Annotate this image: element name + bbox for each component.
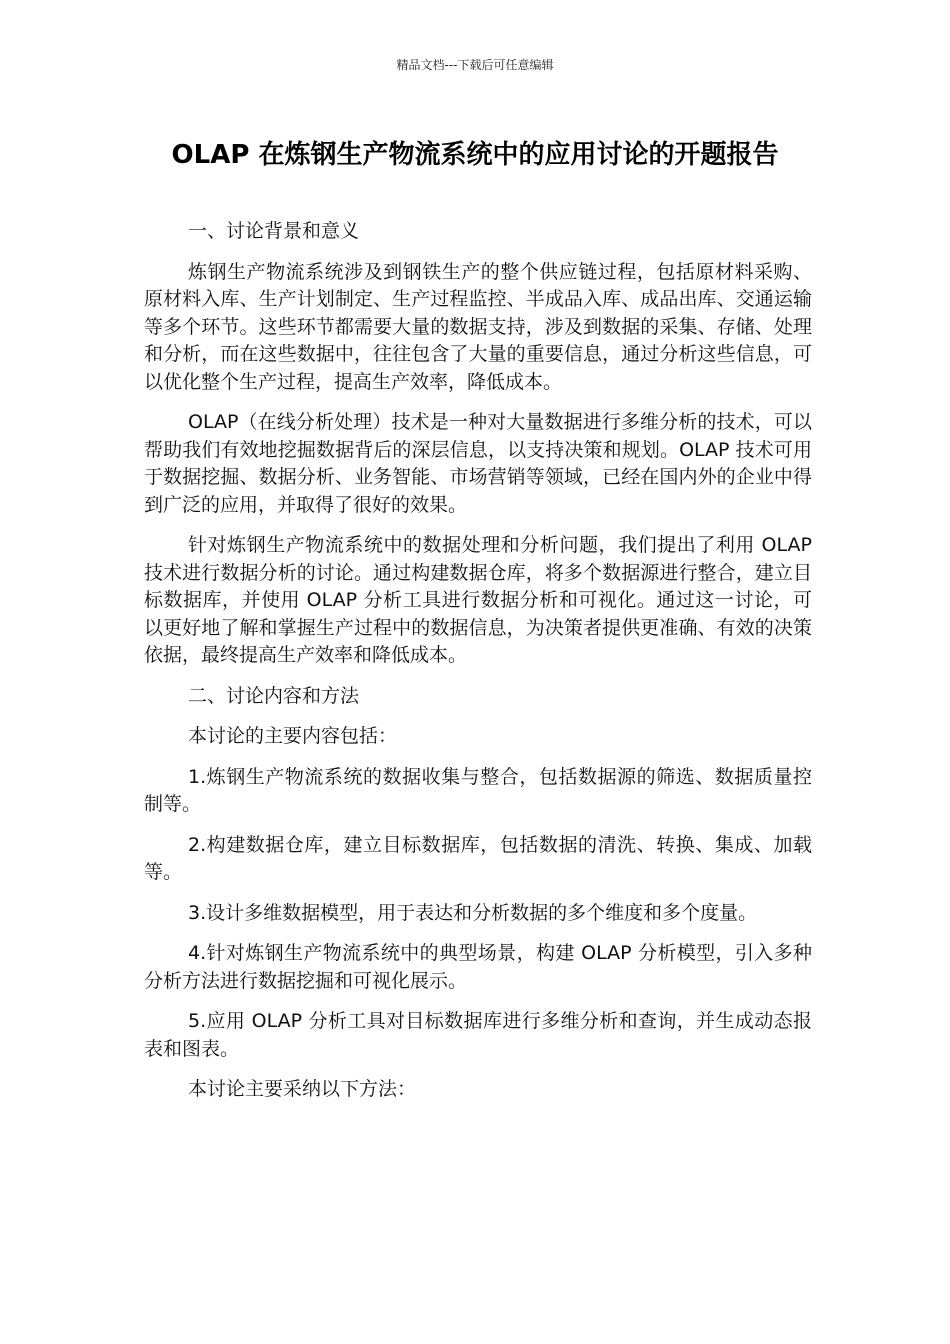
paragraph-olap-intro: OLAP（在线分析处理）技术是一种对大量数据进行多维分析的技术，可以帮助我们有效地挖掘数据背后的深层信息，以支持决策和规划。OLAP 技术可用于数据挖掘、数据分析、业务智能、市场营销等领域，已经在国内外的企业中得到广泛的应用，并取得了很好的效果。 [144, 411, 812, 516]
paragraph-proposal: 针对炼钢生产物流系统中的数据处理和分析问题，我们提出了利用 OLAP 技术进行数据分析的讨论。通过构建数据仓库，将多个数据源进行整合，建立目标数据库，并使用 OLAP 分析工具进行数据分析和可视化。通过这一讨论，可以更好地了解和掌握生产过程中的数据信息，为决策者提供更准确、有效的决策依据，最终提高生产效率和降低成本。 [144, 534, 812, 666]
section-heading-background: 一、讨论背景和意义 [188, 220, 360, 242]
list-item: 5.应用 OLAP 分析工具对目标数据库进行多维分析和查询，并生成动态报表和图表。 [144, 1010, 812, 1060]
list-item: 3.设计多维数据模型，用于表达和分析数据的多个维度和多个度量。 [188, 901, 758, 924]
page-header: 精品文档---下载后可任意编辑 [396, 58, 554, 72]
document-body [144, 218, 812, 1117]
list-item: 4.针对炼钢生产物流系统中的典型场景，构建 OLAP 分析模型，引入多种分析方法进行数据挖掘和可视化展示。 [144, 942, 812, 992]
list-item: 1.炼钢生产物流系统的数据收集与整合，包括数据源的筛选、数据质量控制等。 [144, 765, 812, 815]
paragraph-method-intro: 本讨论主要采纳以下方法： [188, 1078, 417, 1100]
list-item: 2.构建数据仓库，建立目标数据库，包括数据的清洗、转换、集成、加载等。 [144, 833, 812, 883]
section-heading-content-methods: 二、讨论内容和方法 [188, 684, 360, 707]
paragraph-content-intro: 本讨论的主要内容包括： [188, 725, 398, 747]
paragraph-background: 炼钢生产物流系统涉及到钢铁生产的整个供应链过程，包括原材料采购、原材料入库、生产计划制定、生产过程监控、半成品入库、成品出库、交通运输等多个环节。这些环节都需要大量的数据支持，涉及到数据的采集、存储、处理和分析，而在这些数据中，往往包含了大量的重要信息，通过分析这些信息，可以优化整个生产过程，提高生产效率，降低成本。 [144, 260, 812, 393]
document-title: OLAP 在炼钢生产物流系统中的应用讨论的开题报告 [171, 140, 779, 170]
